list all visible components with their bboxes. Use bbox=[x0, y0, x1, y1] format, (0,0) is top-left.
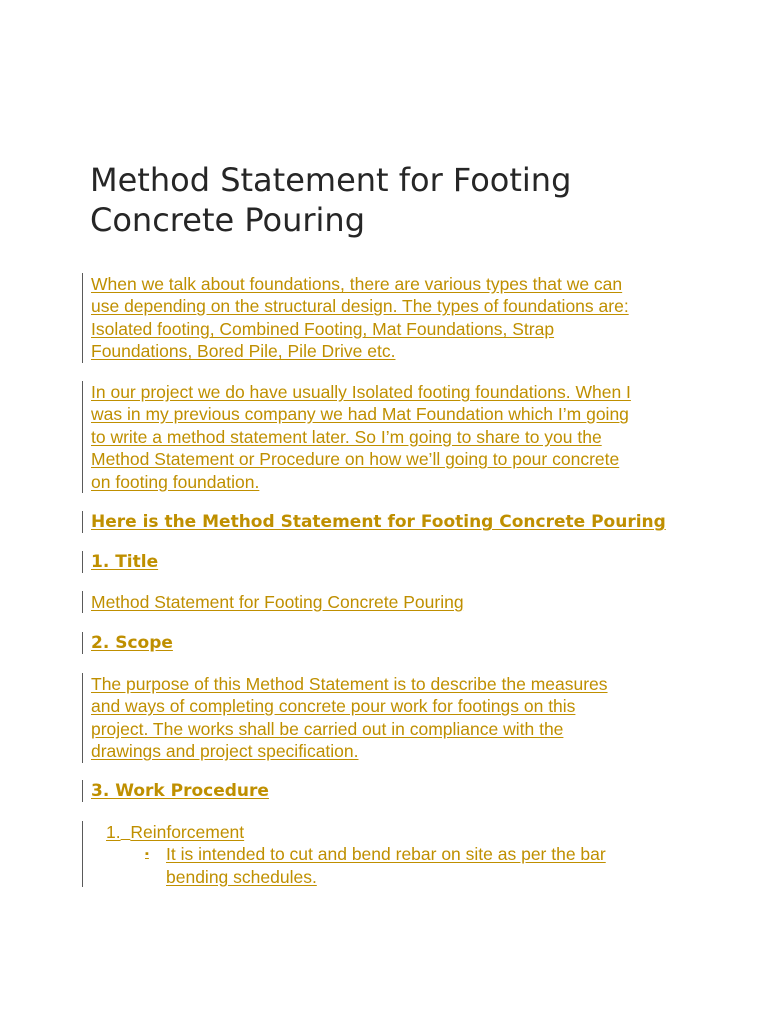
section-title-text[interactable]: Method Statement for Footing Concrete Pouring bbox=[91, 592, 464, 612]
intro-paragraph[interactable]: When we talk about foundations, there are various types that we can use depending on the structural design. The types of foundations are: Isolated footing, Combined Footing, Mat Foundations, Strap Foundations, Bored Pile, Pile Drive etc. bbox=[91, 274, 629, 362]
section-scope-text[interactable]: The purpose of this Method Statement is to describe the measures and ways of completing concrete pour work for footings on this project. The works shall be carried out in compliance with the drawings and project specification. bbox=[91, 674, 608, 762]
title-heading-block bbox=[82, 551, 158, 573]
project-paragraph-block bbox=[82, 381, 631, 493]
list-item-number: 1. bbox=[106, 822, 121, 842]
procedure-bullet-item[interactable] bbox=[91, 843, 691, 888]
intro-paragraph-block bbox=[82, 273, 629, 363]
scope-heading-block bbox=[82, 632, 173, 654]
section-title-heading[interactable]: 1. Title bbox=[91, 552, 159, 572]
list-item-label: Reinforcement bbox=[130, 822, 245, 842]
scope-text-block bbox=[82, 673, 608, 763]
section-procedure-heading[interactable]: 3. Work Procedure bbox=[91, 781, 269, 801]
procedure-heading-block bbox=[82, 780, 269, 802]
procedure-list-item[interactable] bbox=[91, 821, 691, 843]
project-paragraph[interactable]: In our project we do have usually Isolated footing foundations. When I was in my previous company we had Mat Foundation which I’m going to write a method statement later. So I’m going to share to you the Method Statement or Procedure on how we’ll going to pour concrete on footing foundation. bbox=[91, 382, 631, 492]
document-title: Method Statement for Footing Concrete Pouring bbox=[90, 161, 572, 239]
method-heading[interactable]: Here is the Method Statement for Footing Concrete Pouring bbox=[91, 512, 666, 532]
square-bullet-icon: ▪ bbox=[145, 848, 149, 861]
title-text-block bbox=[82, 591, 464, 613]
section-scope-heading[interactable]: 2. Scope bbox=[91, 633, 173, 653]
bullet-text: It is intended to cut and bend rebar on site as per the bar bending schedules. bbox=[166, 844, 606, 887]
method-heading-block bbox=[82, 511, 666, 533]
procedure-list-block bbox=[82, 821, 691, 887]
